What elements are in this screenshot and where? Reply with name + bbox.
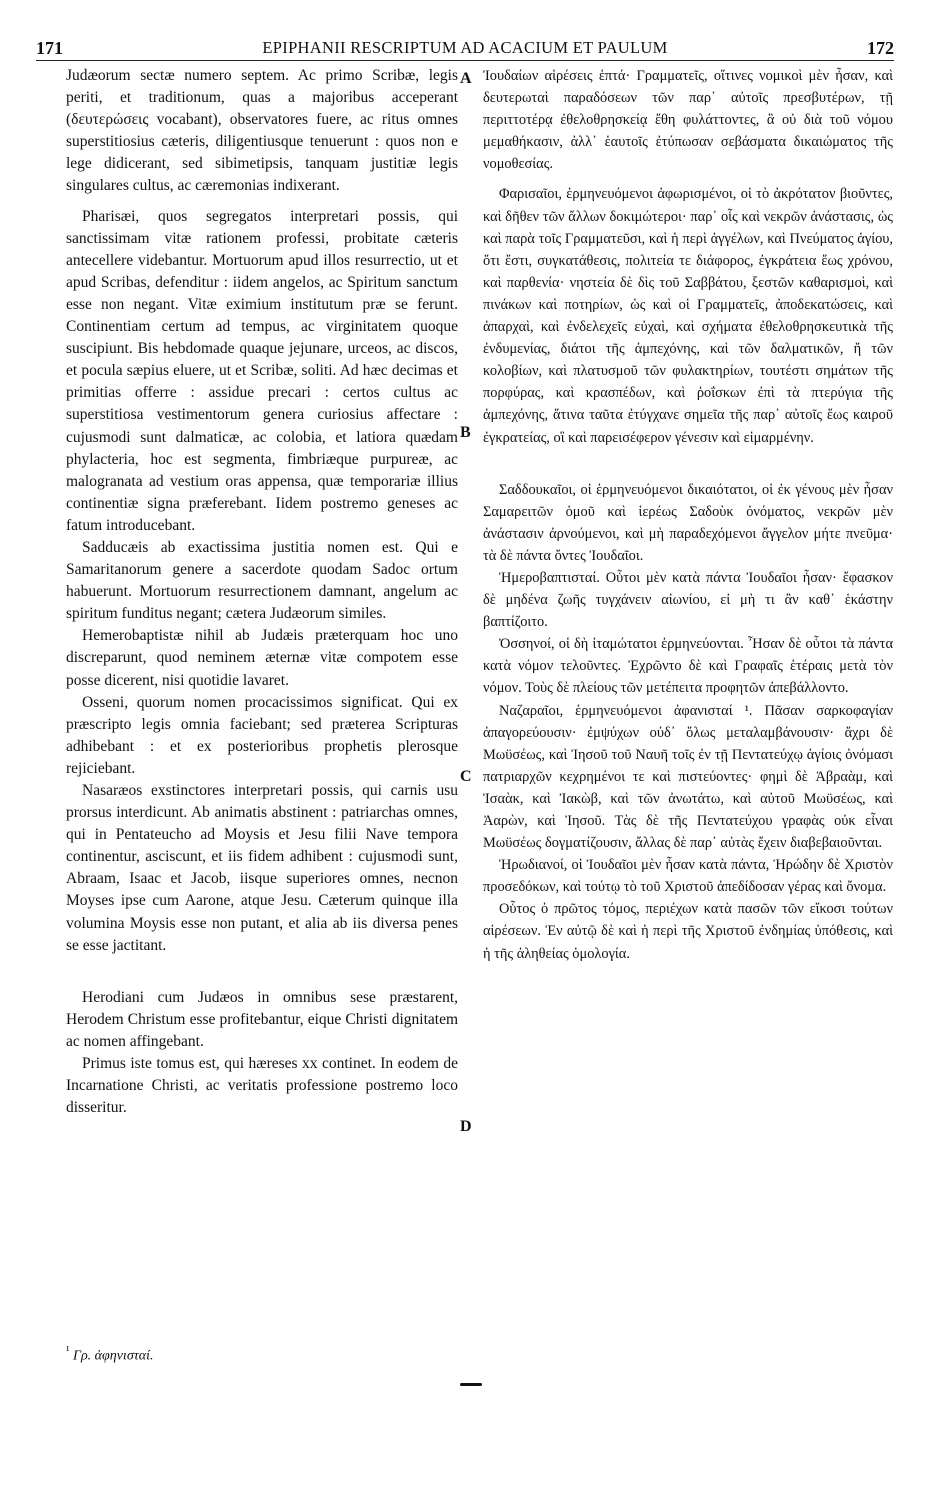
- footnote-mark: ¹: [66, 1344, 70, 1357]
- margin-marker-c: C: [460, 768, 472, 785]
- page-number-right: 172: [867, 38, 894, 58]
- greek-paragraph-sadducees: Σαδδουκαῖοι, οἱ ἑρμηνευόμενοι δικαιότατοι, οἱ ἐκ γένους μὲν ἦσαν Σαμαρειτῶν ὁμοῦ καὶ ἱερέως Σαδοὺκ ὀνόματος, νεκρῶν μὲν ἀνάστασιν ἀρνούμενοι, καὶ μὴ παραδεχόμενοι ἄγγελον μήτε πνεῦμα· τὰ δὲ πάντα ὄντες Ἰουδαῖοι.: [483, 481, 893, 564]
- latin-paragraph-nasaraeans: Nasaræos exstinctores interpretari possis, qui carnis usu prorsus interdicunt. Ab animatis abstinent : patriarchas omnes, qui in Pentateucho ad Moysis et Jesu filii Nave tempora continentur, asciscunt, et iis fidem adhibent : cujusmodi sunt, Abraam, Isaac et Jacob, iisque superiores omnes, necnon Moyses ipse cum Aarone, atque Jesu. Cæterum quinque illa volumina Moysis esse non putant, et alia ab iis diversa penes se esse jactitant.: [66, 782, 458, 954]
- latin-column: [66, 65, 458, 1119]
- margin-marker-b: B: [460, 424, 471, 441]
- latin-paragraph-osseni: Osseni, quorum nomen procacissimos significat. Qui ex præscripto legis omnia faciebant; sed præterea Scripturas adhibebant : et ex posterioribus prophetis plerosque rejiciebant.: [66, 693, 458, 777]
- latin-paragraph-herodians: Herodiani cum Judæos in omnibus sese præstarent, Herodem Christum esse profitebantur, eique Christi dignitatem ac nomen affingebant.: [66, 988, 458, 1050]
- running-title: EPIPHANII RESCRIPTUM AD ACACIUM ET PAULUM: [262, 38, 668, 57]
- margin-marker-d: D: [460, 1118, 472, 1135]
- latin-paragraph-hemerobaptists: Hemerobaptistæ nihil ab Judæis præterquam hoc uno discreparunt, quod neminem æternæ vitæ compotem esse posse dicerent, nisi quotidie lavaret.: [66, 627, 458, 689]
- greek-paragraph-herodians: Ἡρωδιανοί, οἱ Ἰουδαῖοι μὲν ἦσαν κατὰ πάντα, Ἡρώδην δὲ Χριστὸν προσεδόκων, καὶ τούτῳ τὸ τοῦ Χριστοῦ ἀπεδίδοσαν γέρας καὶ ὄνομα.: [483, 857, 893, 896]
- greek-paragraph-nasaraeans: Ναζαραῖοι, ἑρμηνευόμενοι ἀφανισταί ¹. Πᾶσαν σαρκοφαγίαν ἀπαγορεύουσιν· ἐμψύχων οὐδ᾽ ὅλως μεταλαμβάνουσιν· ἄχρι δὲ Μωϋσέως, καὶ Ἰησοῦ τοῦ Ναυῆ τοῖς ἐν τῇ Πεντατεύχῳ ἁγίοις ὀνόμασι πατριαρχῶν κεχρημένοι τε καὶ πιστεύοντες· φημὶ δὲ Ἀβραὰμ, καὶ Ἰσαὰκ, καὶ Ἰακὼβ, καὶ τῶν ἀνωτάτω, καὶ αὐτοῦ Μωϋσέως, καὶ Ἀαρὼν, καὶ Ἰησοῦ. Τὰς δὲ τῆς Πεντατεύχου γραφὰς οὐκ εἶναι Μωϋσέως δογματίζουσιν, ἄλλας δὲ παρ᾽ αὐτὰς ἔχειν διαβεβαιοῦνται.: [483, 702, 893, 852]
- margin-marker-a: A: [460, 70, 472, 87]
- running-header: [36, 34, 894, 61]
- footnote-text: Γρ. ἀφηνισταί.: [73, 1348, 154, 1364]
- greek-paragraph-osseni: Ὀσσηνοί, οἱ δὴ ἰταμώτατοι ἑρμηνεύονται. Ἦσαν δὲ οὗτοι τὰ πάντα κατὰ νόμον τελοῦντες. Ἐχρῶντο δὲ καὶ Γραφαῖς ἑτέραις μετὰ τὸν νόμον. Τοὺς δὲ πλείους τῶν μετέπειτα προφητῶν ἀπεβάλλοντο.: [483, 636, 893, 697]
- footnote: [66, 1344, 153, 1365]
- greek-paragraph-intro: Ἰουδαίων αἱρέσεις ἑπτά· Γραμματεῖς, οἵτινες νομικοὶ μὲν ἦσαν, καὶ δευτερωταὶ παραδόσεων τῶν παρ᾽ αὐτοῖς πρεσβυτέρων, τῇ περιττοτέρᾳ ἐθελοθρησκείᾳ ἔθη φυλάττοντες, ἃ οὐ διὰ τοῦ νόμου μεμαθήκασιν, ἀλλ᾽ ἑαυτοῖς ἐτύπωσαν σεβάσματα δικαιώματος τῆς νομοθεσίας.: [483, 68, 893, 173]
- greek-paragraph-pharisees: Φαρισαῖοι, ἑρμηνευόμενοι ἀφωρισμένοι, οἱ τὸ ἀκρότατον βιοῦντες, καὶ δῆθεν τῶν ἄλλων δοκιμώτεροι· παρ᾽ οἷς καὶ νεκρῶν ἀνάστασις, ὡς καὶ παρὰ τοῖς Γραμματεῦσι, καὶ ἡ περὶ ἀγγέλων, καὶ Πνεύματος ἁγίου, ὅτι ἔστι, συγκατάθεσις, πολιτεία τε διάφορος, ἐγκράτεια ἕως χρόνου, καὶ παρθενία· νηστεία δὲ δὶς τοῦ Σαββάτου, ξεστῶν καθαρισμοὶ, καὶ πινάκων καὶ ποτηρίων, ὡς καὶ οἱ Γραμματεῖς, ἀποδεκατώσεις, καὶ ἀπαρχαὶ, καὶ ἐνδελεχεῖς εὐχαὶ, καὶ σχήματα ἐθελοθρησκευτικὰ τῆς ἐνδυμενίας, διάτοι τῆς ἀμπεχόνης, καὶ τῶν δαλματικῶν, ἤ τῶν κολοβίων, καὶ πλατυσμοῦ τῶν φυλακτηρίων, τουτέστι σημάτων τῆς πορφύρας, καὶ κρασπέδων, καὶ ῥοΐσκων ἐπὶ τὰ πτερύγια τῆς ἀμπεχόνης, ἅτινα ταῦτα ἐτύγχανε σημεῖα τῆς παρ᾽ αὐτοῖς ἕως καιροῦ ἐγκρατείας, οἳ καὶ παρεισέφερον γένεσιν καὶ εἱμαρμένην.: [483, 186, 893, 446]
- greek-paragraph-conclusion: Οὗτος ὁ πρῶτος τόμος, περιέχων κατὰ πασῶν τῶν εἴκοσι τούτων αἱρέσεων. Ἐν αὐτῷ δὲ καὶ ἡ περὶ τῆς Χριστοῦ ἐνδημίας ὑπόθεσις, καὶ ἡ τῆς ἀληθείας ὁμολογία.: [483, 901, 893, 962]
- latin-paragraph-sadducees: Sadducæis ab exactissima justitia nomen est. Qui e Samaritanorum genere a sacerdote quodam Sadoc ortum habuerunt. Mortuorum resurrectionem damnant, angelum ac spiritum funditus negant; cætera Judæorum similes.: [66, 538, 458, 623]
- greek-paragraph-hemerobaptists: Ἡμεροβαπτισταί. Οὗτοι μὲν κατὰ πάντα Ἰουδαῖοι ἦσαν· ἔφασκον δὲ μηδένα ζωῆς τυγχάνειν αἰωνίου, εἰ μὴ τι ἂν καθ᾽ ἑκάστην βαπτίζοιτο.: [483, 569, 893, 631]
- latin-paragraph-conclusion: Primus iste tomus est, qui hæreses xx continet. In eodem de Incarnatione Christi, ac veritatis professione postremo loco disseritur.: [66, 1055, 458, 1117]
- latin-paragraph-pharisees: Pharisæi, quos segregatos interpretari possis, qui sanctissimam vitæ rationem professi, probitate cæteris antecellere videbantur. Mortuorum apud illos resurrectio, ut et apud Scribas, defenditur : iidem angelos, ac Spiritum sanctum esse non negant. Vitæ eximium institutum præ se ferunt. Continentiam certum ad tempus, ac virginitatem quoque suscipiunt. Bis hebdomade quaque jejunare, urceos, ac discos, et pocula sæpius eluere, ut et Scribæ, soliti. Ad hæc decimas et primitias offerre : assidue precari : certos cultus ac superstitiosa vestimentorum genera curiosius affectare : cujusmodi sunt dalmaticæ, ac colobia, et latiora quædam phylacteria, hoc est segmenta, fimbriæque purpureæ, ac malogranata ad vestium oras appensa, quæ temporariæ illius continentiæ signa præferebant. Iidem postremo geneses ac fatum introducebant.: [66, 207, 458, 534]
- latin-paragraph-intro: Judæorum sectæ numero septem. Ac primo Scribæ, legis periti, et traditionum, quas a majoribus acceperant (δευτερώσεις vocabant), observatores fuere, ac ritus omnes superstitiosius cæteris, diligentiusque tenuerunt : quos non e lege didicerant, sed sibimetipsis, tanquam justitiæ legis singulares cultus, ac cæremonias indixerant.: [66, 67, 458, 195]
- greek-column: [483, 65, 893, 965]
- page-number-left: 171: [36, 38, 63, 58]
- end-dash: [460, 1383, 482, 1386]
